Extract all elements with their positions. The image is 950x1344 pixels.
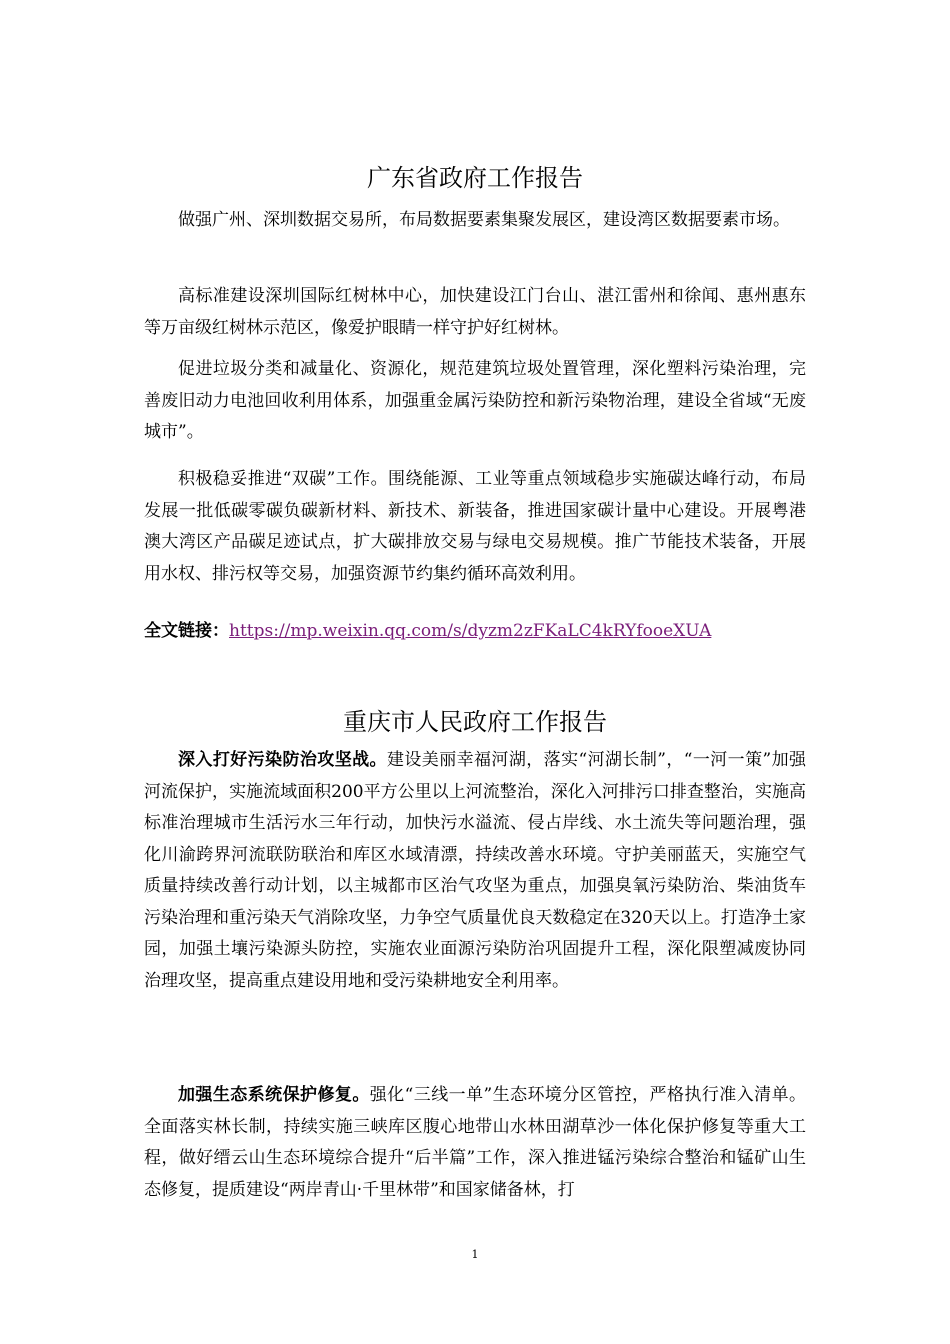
section-title-guangdong: 广东省政府工作报告 [367, 164, 583, 192]
full-text-link[interactable]: https://mp.weixin.qq.com/s/dyzm2zFKaLC4kRYfooeXUA [229, 621, 712, 641]
paragraph-gd-4: 积极稳妥推进“双碳”工作。围绕能源、工业等重点领域稳步实施碳达峰行动，布局发展一批低碳零碳负碳新材料、新技术、新装备，推进国家碳计量中心建设。开展粤港澳大湾区产品碳足迹试点，扩大碳排放交易与绿电交易规模。推广节能技术装备，开展用水权、排污权等交易，加强资源节约集约循环高效利用。 [144, 469, 806, 584]
paragraph-cq-2-body: 强化“三线一单”生态环境分区管控，严格执行准入清单。全面落实林长制，持续实施三峡库区腹心地带山水林田湖草沙一体化保护修复等重大工程，做好缙云山生态环境综合提升“后半篇”工作，深入推进锰污染综合整治和锰矿山生态修复，提质建设“两岸青山·千里林带”和国家储备林，打 [144, 1085, 807, 1200]
paragraph-cq-2 [144, 1080, 806, 1206]
paragraph-gd-3: 促进垃圾分类和减量化、资源化，规范建筑垃圾处置管理，深化塑料污染治理，完善废旧动力电池回收利用体系，加强重金属污染防控和新污染物治理，建设全省域“无废城市”。 [144, 359, 806, 442]
paragraph-cq-1-body: 建设美丽幸福河湖，落实“河湖长制”，“一河一策”加强河流保护，实施流域面积200平方公里以上河流整治，深化入河排污口排查整治，实施高标准治理城市生活污水三年行动，加快污水溢流、侵占岸线、水土流失等问题治理，强化川渝跨界河流联防联治和库区水域清漂，持续改善水环境。守护美丽蓝天，实施空气质量持续改善行动计划，以主城都市区治气攻坚为重点，加强臭氧污染防治、柴油货车污染治理和重污染天气消除攻坚，力争空气质量优良天数稳定在320天以上。打造净土家园，加强土壤污染源头防控，实施农业面源污染防治巩固提升工程，深化限塑减废协同治理攻坚，提高重点建设用地和受污染耕地安全利用率。 [144, 750, 807, 991]
paragraph-gd-1: 做强广州、深圳数据交易所，布局数据要素集聚发展区，建设湾区数据要素市场。 [178, 210, 790, 230]
section-title-chongqing: 重庆市人民政府工作报告 [343, 708, 607, 736]
paragraph-cq-1 [144, 745, 806, 997]
paragraph-gd-2: 高标准建设深圳国际红树林中心，加快建设江门台山、湛江雷州和徐闻、惠州惠东等万亩级红树林示范区，像爱护眼睛一样守护好红树林。 [144, 286, 806, 338]
full-text-link-line [144, 619, 806, 643]
paragraph-cq-2-lead: 加强生态系统保护修复。 [178, 1085, 370, 1105]
full-text-link-label: 全文链接： [144, 621, 229, 641]
paragraph-cq-1-lead: 深入打好污染防治攻坚战。 [178, 750, 387, 770]
page-number: 1 [471, 1248, 479, 1261]
